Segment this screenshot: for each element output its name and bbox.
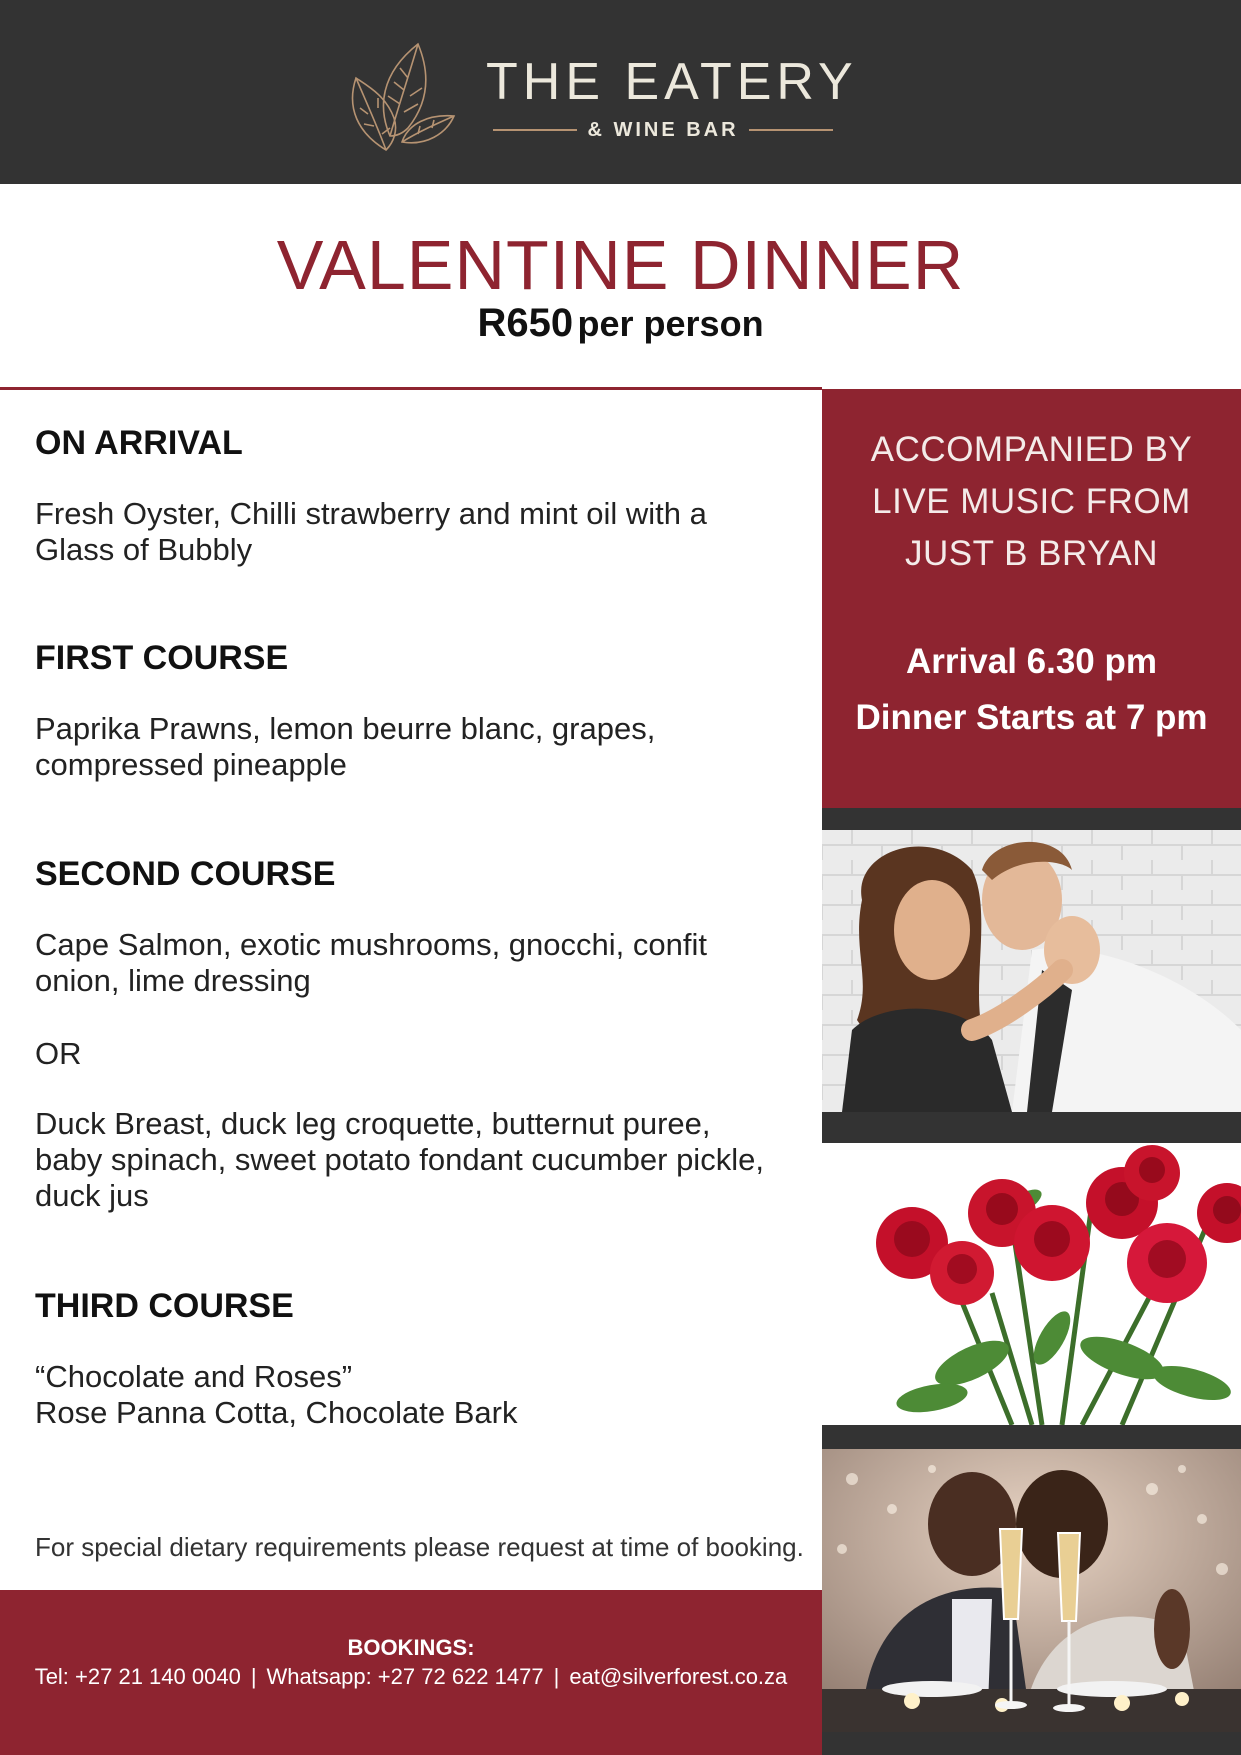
course-description: Cape Salmon, exotic mushrooms, gnocchi, confit [35,927,707,962]
course-third [35,1286,795,1431]
brand-divider-right [749,129,833,131]
course-second-option2 [35,1106,795,1214]
title-divider [0,387,822,390]
price-amount: R650 [477,301,574,345]
music-line: JUST B BRYAN [904,534,1159,573]
contact-separator: | [553,1664,560,1689]
contact-line [0,1662,822,1692]
music-line: LIVE MUSIC FROM [872,482,1191,521]
header-bar [0,0,1241,184]
email-link[interactable]: eat@silverforest.co.za [569,1664,788,1689]
dietary-note: For special dietary requirements please request at time of booking. [35,1532,804,1562]
course-description: Rose Panna Cotta, Chocolate Bark [35,1395,518,1430]
live-music-text [822,424,1241,580]
event-price [0,299,1241,356]
red-roses-photo [822,1143,1241,1425]
leaf-icon [338,38,458,156]
dinner-time: Dinner Starts at 7 pm [855,698,1208,737]
course-heading: THIRD COURSE [35,1287,294,1325]
course-description: Paprika Prawns, lemon beurre blanc, grapes, [35,711,656,746]
phone-number[interactable]: Tel: +27 21 140 0040 [34,1664,241,1689]
course-description: duck jus [35,1178,149,1213]
music-line: ACCOMPANIED BY [870,430,1193,469]
course-heading: SECOND COURSE [35,855,336,893]
course-description: “Chocolate and Roses” [35,1359,353,1394]
brand-subtitle-text: & WINE BAR [587,119,739,141]
event-timing [822,634,1241,746]
brand-name: THE EATERY [486,53,858,111]
brand-subtitle [490,116,836,144]
course-arrival [35,423,795,568]
bookings-label: BOOKINGS: [347,1635,475,1660]
course-description: baby spinach, sweet potato fondant cucumber pickle, [35,1142,764,1177]
course-description: Glass of Bubbly [35,532,253,567]
couple-champagne-photo [822,1449,1241,1732]
course-second [35,854,795,999]
course-heading: FIRST COURSE [35,639,289,677]
event-title: VALENTINE DINNER [276,226,965,304]
brand-divider-left [493,129,577,131]
course-description: Fresh Oyster, Chilli strawberry and mint oil with a [35,496,707,531]
course-or-separator: OR [35,1036,82,1071]
course-heading: ON ARRIVAL [35,424,243,462]
course-first [35,638,795,783]
whatsapp-number[interactable]: Whatsapp: +27 72 622 1477 [266,1664,544,1689]
course-description: Duck Breast, duck leg croquette, butternut puree, [35,1106,711,1141]
contact-separator: | [250,1664,257,1689]
price-unit: per person [577,303,764,344]
arrival-time: Arrival 6.30 pm [906,642,1157,681]
couple-dancing-photo [822,830,1241,1112]
course-description: onion, lime dressing [35,963,311,998]
course-description: compressed pineapple [35,747,347,782]
